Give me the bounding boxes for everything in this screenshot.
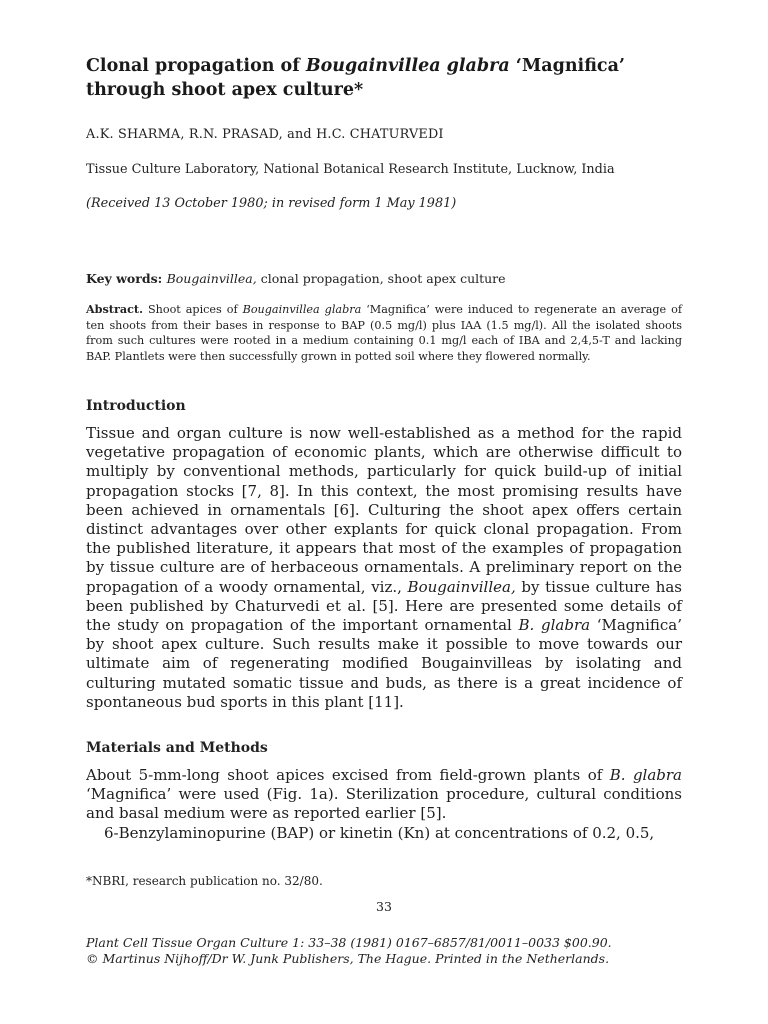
methods-species: B. glabra [609,766,683,784]
journal-line-1: Plant Cell Tissue Organ Culture 1: 33–38 (1981) 0167–6857/81/0011–0033 $00.90. [86,935,612,950]
abstract-label: Abstract. [86,302,143,316]
keywords-genus: Bougainvillea, [166,271,257,286]
keywords-label: Key words: [86,271,167,286]
keywords: Key words: Bougainvillea, clonal propagation, shoot apex culture [86,271,506,286]
page-number: 33 [376,899,392,914]
intro-genus: Bougainvillea, [407,577,516,596]
paper-title: Clonal propagation of Bougainvillea glabra ‘Magnifica’ through shoot apex culture* [86,56,626,100]
received-date: (Received 13 October 1980; in revised form 1 May 1981) [86,196,457,211]
intro-species: B. glabra [518,616,591,635]
abstract: Abstract. Shoot apices of Bougainvillea glabra ‘Magnifica’ were induced to regenerate an average of ten shoots from their bases in response to BAP (0.5 mg/l) plus IAA (1.5 mg/l). All the isolated shoots from such cultures were rooted in a medium containing 0.1 mg/l each of IBA and 2,4,5-T and lacking BAP. Plantlets were then successfully grown in potted soil where they flowered normally. [86,302,682,363]
authors: A.K. SHARMA, R.N. PRASAD, and H.C. CHATURVEDI [86,127,444,142]
journal-citation [86,935,682,967]
affiliation: Tissue Culture Laboratory, National Botanical Research Institute, Lucknow, India [86,162,615,177]
abstract-species: Bougainvillea glabra [242,303,362,316]
methods-section [86,766,682,843]
introduction-heading: Introduction [86,398,186,414]
methods-heading: Materials and Methods [86,740,268,756]
footnote: *NBRI, research publication no. 32/80. [86,874,323,888]
journal-line-2: © Martinus Nijhoff/Dr W. Junk Publishers, The Hague. Printed in the Netherlands. [86,951,610,966]
methods-paragraph-2: 6-Benzylaminopurine (BAP) or kinetin (Kn) at concentrations of 0.2, 0.5, [104,823,655,842]
methods-paragraph-1: About 5-mm-long shoot apices excised from field-grown plants of B. glabra ‘Magnifica’ were used (Fig. 1a). Sterilization procedure, cultural conditions and basal medium were as reported earlier [5]. [86,766,683,823]
title-species: Bougainvillea glabra [305,56,510,76]
introduction-paragraph: Tissue and organ culture is now well-established as a method for the rapid vegetative propagation of economic plants, which are otherwise difficult to multiply by conventional methods, particularly for quick build-up of initial propagation stocks [7, 8]. In this context, the most promising results have been achieved in ornamentals [6]. Culturing the shoot apex offers certain distinct advantages over other explants for quick clonal propagation. From the published literature, it appears that most of the examples of propagation by tissue culture are of herbaceous ornamentals. A preliminary report on the propagation of a woody ornamental, viz., Bougainvillea, by tissue culture has been published by Chaturvedi et al. [5]. Here are presented some details of the study on propagation of the important ornamental B. glabra ‘Magnifica’ by shoot apex culture. Such results make it possible to move towards our ultimate aim of regenerating modified Bougainvilleas by isolating and culturing mutated somatic tissue and buds, as there is a great incidence of spontaneous bud sports in this plant [11]. [86,424,682,711]
